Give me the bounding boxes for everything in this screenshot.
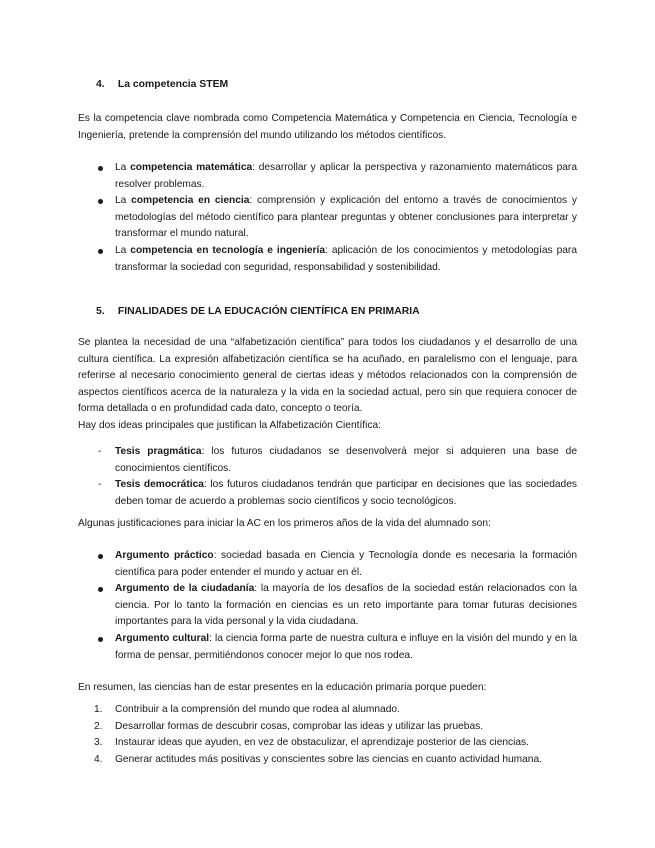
- section-5-intro: Se plantea la necesidad de una “alfabetización científica” para todos los ciudadanos y el desarrollo de una cultura científica. La expresión alfabetización científica se ha acuñado, en paralelismo con el lenguaje, para referirse al necesario conocimiento general de ciertas ideas y métodos relacionados con la comprensión de aspectos científicos acerca de la naturaleza y la vida en la sociedad actual, pero sin que requiera conocer de forma detallada o en profundidad cada dato, concepto o teoría.: [78, 337, 577, 415]
- list-item: 4. Generar actitudes más positivas y conscientes sobre las ciencias en cuanto actividad humana.: [78, 752, 577, 769]
- list-item: 2. Desarrollar formas de descubrir cosas, comprobar las ideas y utilizar las pruebas.: [78, 719, 577, 736]
- list-item: Argumento cultural: la ciencia forma parte de nuestra cultura e influye en la visión del mundo y en la forma de pensar, permitiéndonos conocer mejor lo que nos rodea.: [115, 632, 577, 661]
- arguments-intro: Algunas justificaciones para iniciar la AC en los primeros años de la vida del alumnado son:: [78, 518, 491, 529]
- list-number: 1.: [94, 704, 103, 715]
- list-item-term: Argumento cultural: [115, 632, 210, 644]
- list-item: La competencia en tecnología e ingeniería: aplicación de los conocimientos y metodologías para transformar la sociedad con seguridad, responsabilidad y sostenibilidad.: [115, 244, 577, 273]
- section-5-heading: [78, 304, 420, 321]
- list-number: 4.: [94, 753, 103, 765]
- ideas-intro: Hay dos ideas principales que justifican la Alfabetización Científica:: [78, 420, 381, 431]
- list-item: La competencia matemática: desarrollar y aplicar la perspectiva y razonamiento matemáticos para resolver problemas.: [115, 162, 577, 190]
- list-item-term: Argumento práctico: [115, 550, 214, 561]
- list-item: 1. Contribuir a la comprensión del mundo que rodea al alumnado.: [78, 702, 577, 719]
- summary-list: [78, 702, 577, 768]
- list-item: La competencia en ciencia: comprensión y explicación del entorno a través de conocimientos y metodologías del método científico para plantear preguntas y obtener conclusiones para interpretar y transformar el mundo natural.: [115, 195, 577, 240]
- section-4-number: 4.: [96, 79, 105, 90]
- list-item-term: Tesis pragmática: [115, 446, 202, 457]
- list-item-term: competencia en tecnología e ingeniería: [130, 244, 326, 256]
- list-item: Argumento práctico: sociedad basada en Ciencia y Tecnología donde es necesaria la formación científica para poder entender el mundo y actuar en él.: [115, 550, 577, 578]
- list-item-term: Tesis democrática: [115, 479, 204, 491]
- section-5-number: 5.: [96, 306, 105, 317]
- section-4-title: La competencia STEM: [117, 79, 229, 90]
- list-item: Tesis democrática: los futuros ciudadanos tendrán que participar en decisiones que las sociedades deben tomar de acuerdo a problemas socio científicos y socio tecnológicos.: [115, 479, 577, 507]
- list-item-term: competencia matemática: [130, 162, 253, 173]
- list-item: Tesis pragmática: los futuros ciudadanos se desenvolverá mejor si adquieren una base de conocimientos científicos.: [115, 446, 577, 474]
- list-item-term: Argumento de la ciudadanía: [115, 583, 255, 595]
- section-5-title: FINALIDADES DE LA EDUCACIÓN CIENTÍFICA EN PRIMARIA: [117, 306, 420, 317]
- summary-intro: En resumen, las ciencias han de estar presentes en la educación primaria porque pueden:: [78, 682, 487, 693]
- section-4-intro: Es la competencia clave nombrada como Competencia Matemática y Competencia en Ciencia, Tecnología e Ingeniería, pretende la comprensión del mundo utilizando los métodos científicos.: [78, 113, 577, 141]
- list-number: 2.: [94, 720, 103, 732]
- arguments-list: [78, 548, 577, 664]
- list-item-term: competencia en ciencia: [131, 195, 250, 207]
- list-number: 3.: [94, 737, 103, 749]
- ideas-list: [78, 444, 577, 510]
- list-item: 3. Instaurar ideas que ayuden, en vez de obstaculizar, el aprendizaje posterior de las ciencias.: [78, 735, 577, 752]
- section-4-heading: [78, 77, 228, 94]
- list-item: Argumento de la ciudadanía: la mayoría de los desafíos de la sociedad están relacionados con la ciencia. Por lo tanto la formación en ciencias es un reto importante para tomar futuras decisiones importantes para la vida personal y la vida ciudadana.: [115, 583, 577, 628]
- stem-competence-list: [78, 160, 577, 276]
